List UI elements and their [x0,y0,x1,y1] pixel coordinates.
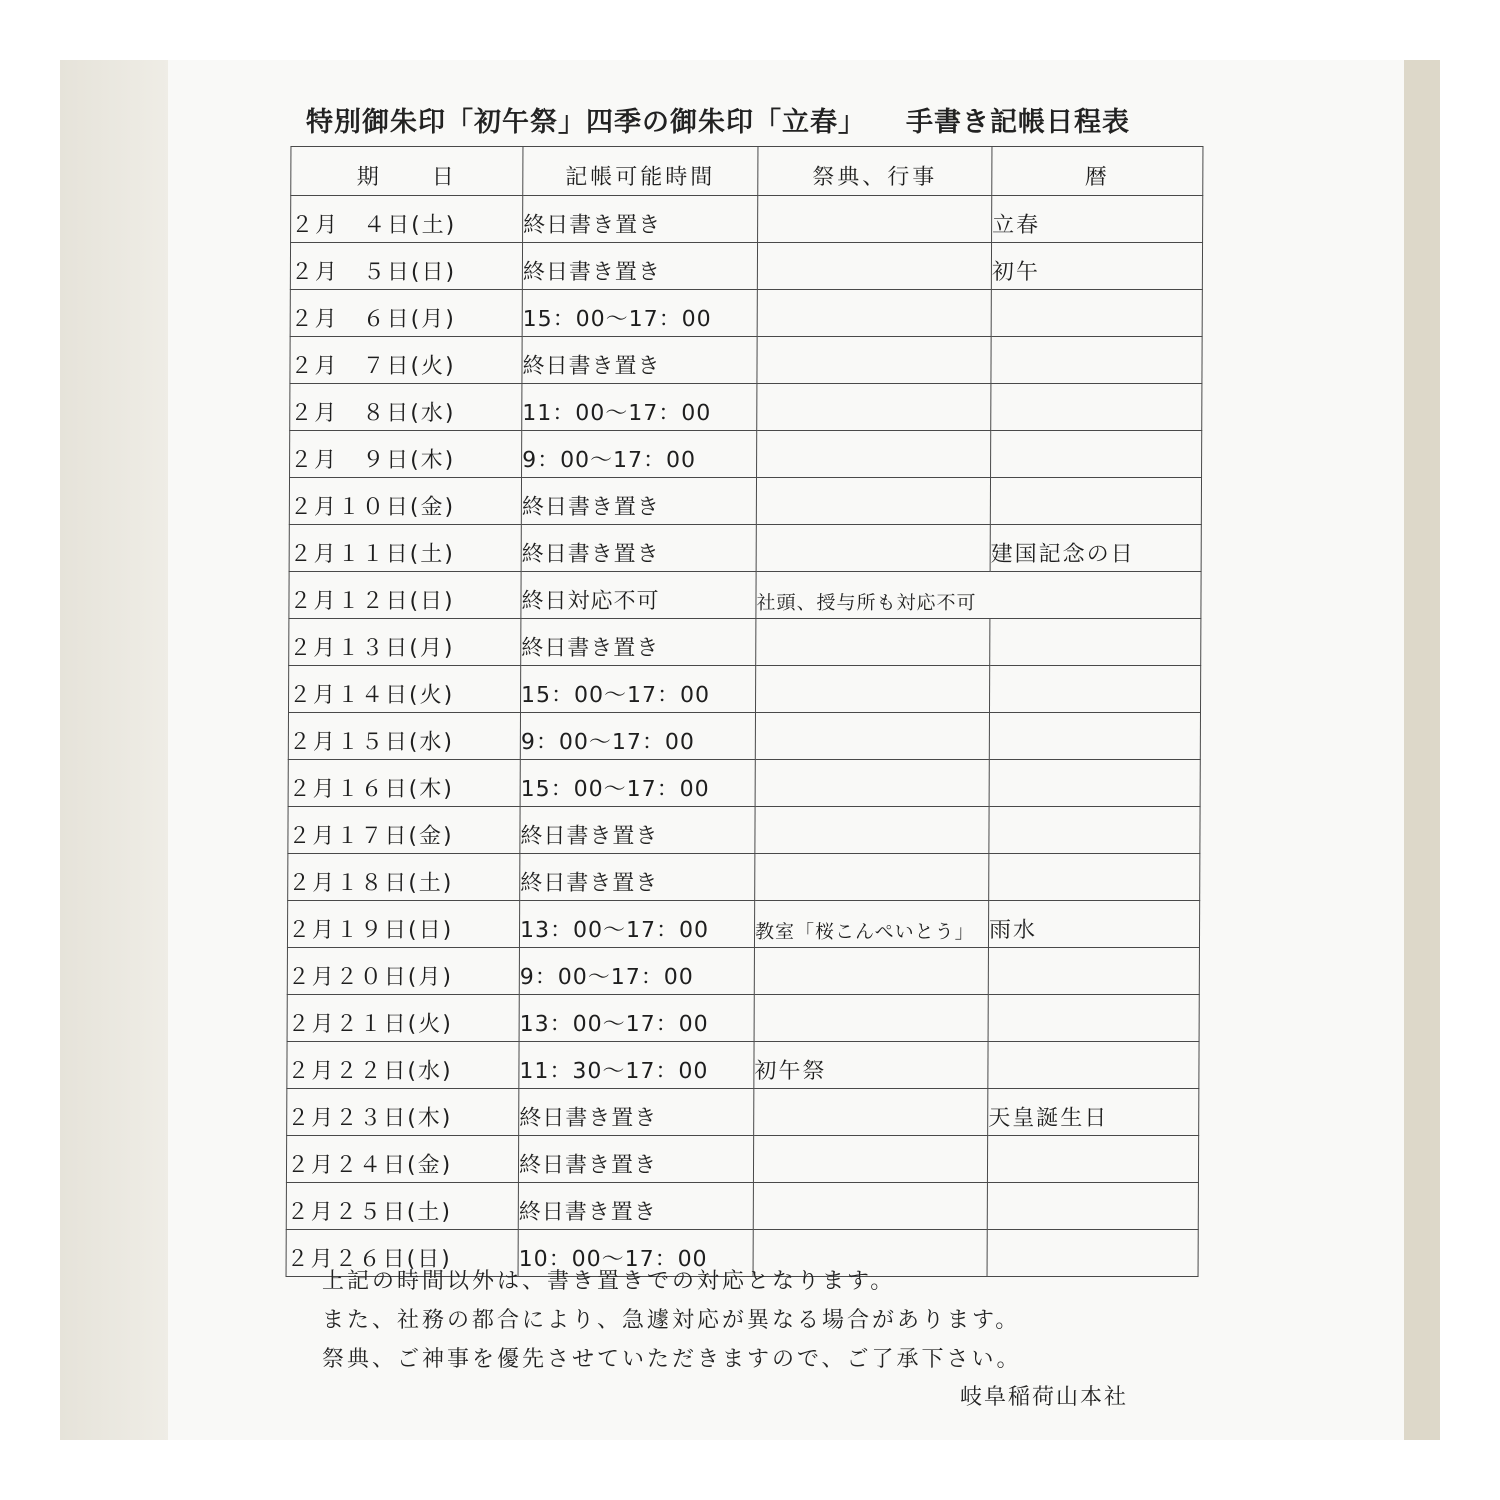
table-row [288,666,1200,713]
event-cell [753,1136,987,1183]
time-cell: 11：30〜17：00 [519,1042,754,1089]
time-cell: 終日対応不可 [521,572,756,619]
time-cell: 終日書き置き [521,525,756,572]
date-cell: ２月１２日(日) [289,572,521,619]
paper-edge-left [60,60,170,1440]
time-cell: 13：00〜17：00 [519,901,754,948]
date-cell: ２月１１日(土) [289,525,521,572]
time-cell: 終日書き置き [523,196,758,243]
date-cell: ２月１６日(木) [288,760,520,807]
time-cell: 11：00〜17：00 [522,384,757,431]
event-cell [757,243,991,290]
table-row [287,1042,1199,1089]
event-cell: 社頭、授与所も対応不可 [756,572,1201,619]
schedule-table [286,146,1204,1277]
event-cell [757,290,991,337]
time-cell: 終日書き置き [519,1089,754,1136]
date-cell: ２月２０日(月) [287,948,519,995]
date-cell: ２月 ７日(火) [290,337,522,384]
event-cell [754,995,988,1042]
table-header [291,147,1203,196]
header-date: 期 日 [291,147,523,196]
date-cell: ２月２１日(火) [287,995,519,1042]
date-cell: ２月 ６日(月) [290,290,522,337]
calendar-cell [989,807,1200,854]
table-row [288,713,1200,760]
event-cell [756,619,990,666]
notes [322,1262,1182,1379]
table-row [290,290,1202,337]
event-cell [753,1183,987,1230]
time-cell: 終日書き置き [520,854,755,901]
date-cell: ２月 ８日(水) [290,384,522,431]
time-cell: 15：00〜17：00 [522,290,757,337]
time-cell: 終日書き置き [522,243,757,290]
event-cell [755,760,989,807]
table-row [290,337,1202,384]
table-row [287,995,1199,1042]
note-line: 上記の時間以外は、書き置きでの対応となります。 [322,1269,896,1294]
date-cell: ２月１０日(金) [289,478,521,525]
note-line: 祭典、ご神事を優先させていただきますので、ご了承下さい。 [322,1347,1022,1372]
table-row [287,901,1199,948]
table-row [287,1089,1199,1136]
title-sub: 手書き記帳日程表 [906,107,1130,138]
time-cell: 15：00〜17：00 [520,760,755,807]
calendar-cell [991,337,1202,384]
time-cell: 9：00〜17：00 [520,713,755,760]
time-cell: 終日書き置き [521,478,756,525]
date-cell: ２月２５日(土) [286,1183,518,1230]
calendar-cell [989,666,1200,713]
event-cell [755,854,989,901]
table-row [289,619,1201,666]
calendar-cell: 建国記念の日 [990,525,1201,572]
header-calendar: 暦 [992,147,1203,196]
header-time: 記帳可能時間 [523,147,758,196]
date-cell: ２月２４日(金) [286,1136,518,1183]
calendar-cell [989,854,1200,901]
table-row [288,807,1200,854]
date-cell: ２月１７日(金) [288,807,520,854]
table-row [286,1183,1198,1230]
date-cell: ２月２２日(水) [287,1042,519,1089]
date-cell: ２月１８日(土) [288,854,520,901]
event-cell [756,525,990,572]
calendar-cell [988,995,1199,1042]
date-cell: ２月 ５日(日) [290,243,522,290]
event-cell [758,196,992,243]
table-row [287,948,1199,995]
event-cell [754,1089,988,1136]
time-cell: 9：00〜17：00 [522,431,757,478]
table-row [289,478,1201,525]
shrine-signature: 岐阜稲荷山本社 [960,1385,1129,1410]
table-row [291,196,1203,243]
calendar-cell [988,1042,1199,1089]
table-row [290,243,1202,290]
time-cell: 終日書き置き [520,807,755,854]
table-row [286,1136,1198,1183]
calendar-cell [991,431,1202,478]
table-row [288,760,1200,807]
calendar-cell [987,1183,1198,1230]
date-cell: ２月 ４日(土) [291,196,523,243]
date-cell: ２月２６日(日) [286,1230,518,1277]
title-main: 特別御朱印「初午祭」四季の御朱印「立春」 [306,107,866,138]
table-row [289,525,1201,572]
date-cell: ２月１５日(水) [288,713,520,760]
table-row [290,384,1202,431]
event-cell [755,713,989,760]
time-cell: 15：00〜17：00 [520,666,755,713]
event-cell: 初午祭 [754,1042,988,1089]
time-cell: 終日書き置き [518,1136,753,1183]
calendar-cell [990,619,1201,666]
time-cell: 10：00〜17：00 [518,1230,753,1277]
time-cell: 終日書き置き [521,619,756,666]
note-line: また、社務の都合により、急遽対応が異なる場合があります。 [322,1308,1021,1333]
time-cell: 終日書き置き [522,337,757,384]
calendar-cell [989,713,1200,760]
calendar-cell [988,948,1199,995]
date-cell: ２月１４日(火) [288,666,520,713]
time-cell: 終日書き置き [518,1183,753,1230]
calendar-cell: 立春 [992,196,1203,243]
calendar-cell: 天皇誕生日 [988,1089,1199,1136]
event-cell [757,431,991,478]
table-row [290,431,1202,478]
time-cell: 9：00〜17：00 [519,948,754,995]
calendar-cell [987,1136,1198,1183]
event-cell: 教室「桜こんぺいとう」 [754,901,988,948]
calendar-cell [991,290,1202,337]
event-cell [756,478,990,525]
calendar-cell [990,478,1201,525]
date-cell: ２月２３日(木) [287,1089,519,1136]
table-row [288,854,1200,901]
date-cell: ２月 ９日(木) [290,431,522,478]
document-title [306,100,1266,139]
date-cell: ２月１９日(日) [287,901,519,948]
table-body [286,196,1203,1277]
calendar-cell [991,384,1202,431]
calendar-cell: 雨水 [988,901,1199,948]
table-row [289,572,1201,619]
header-event: 祭典、行事 [758,147,992,196]
header-row [291,147,1203,196]
event-cell [754,948,988,995]
event-cell [755,666,989,713]
calendar-cell: 初午 [991,243,1202,290]
calendar-cell [989,760,1200,807]
paper-edge-right [1400,60,1440,1440]
event-cell [755,807,989,854]
event-cell [757,384,991,431]
date-cell: ２月１３日(月) [289,619,521,666]
time-cell: 13：00〜17：00 [519,995,754,1042]
event-cell [757,337,991,384]
